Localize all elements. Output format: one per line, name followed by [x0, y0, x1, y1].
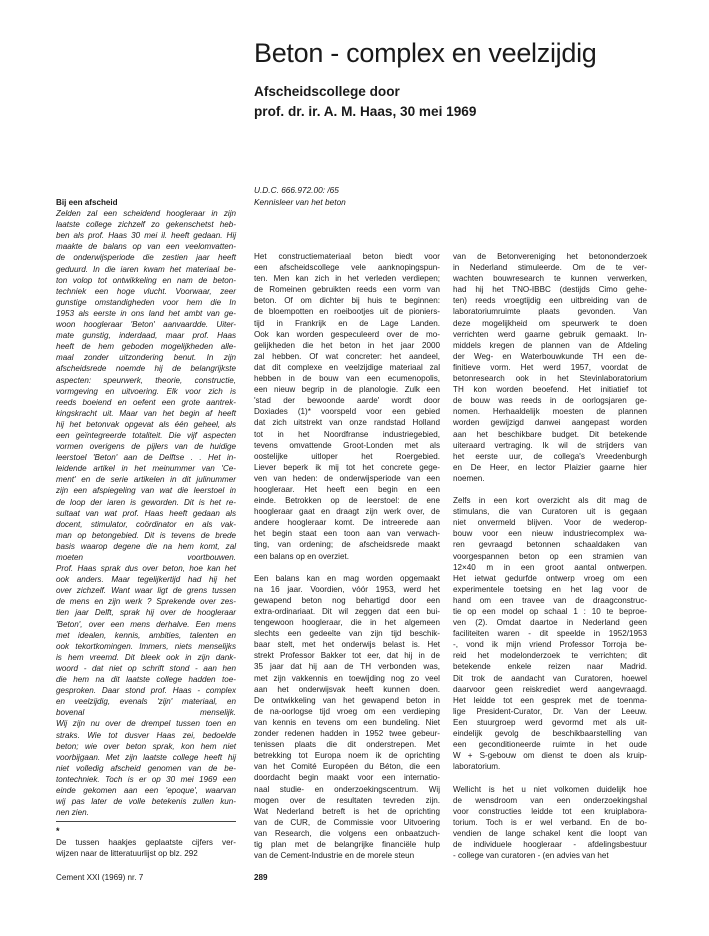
text-line: Prof. Haas sprak dus over beton, hoe kan het	[56, 564, 236, 574]
text-line: aan het onderwijsvak heeft kunnen doen.	[254, 684, 440, 694]
text-line: de mens en zijn werk ? Sprekende over zes-	[56, 597, 236, 607]
text-line: ren gevraagd betonnen schaaldaken van	[453, 540, 647, 550]
article-title: Beton - complex en veelzijdig	[254, 38, 597, 68]
text-line: en De Heer, en lector Plaizier gaarne hier	[453, 462, 647, 472]
text-line: tijd in Frankrijk en de Lage Landen.	[254, 318, 440, 328]
text-line: dat dit complexe en veelzijdige materiaal zal	[254, 362, 440, 372]
text-line: dat zich uitstrekt van onze randstad Holland	[254, 418, 440, 428]
text-line: Liever beperk ik mij tot het concrete gege-	[254, 462, 440, 472]
text-line: doordacht begin maakt voor een internatio-	[254, 773, 440, 783]
paragraph-gap	[453, 772, 647, 783]
text-line: ten. Men kan zich in het verleden verdiepen;	[254, 274, 440, 284]
text-line: betonresearch ook in het Stevinlaboratorium	[453, 374, 647, 384]
body-column-right	[453, 251, 647, 861]
text-line: Wat Nederland betreft is het de oprichting	[254, 806, 440, 816]
text-line: Doxiades (1)* voorspeld voor een gebied	[254, 407, 440, 417]
editorial-heading: Bij een afscheid	[56, 198, 118, 207]
paragraph-gap	[453, 484, 647, 495]
text-line: ven (2). Omdat daartoe in Nederland geen	[453, 618, 647, 628]
text-line: ven van heden: de onderwijsperiode van een	[254, 473, 440, 483]
text-line: leerstoel 'Beton' aan de Delftse . . Het in-	[56, 453, 236, 463]
text-line: kingskracht uit. Maar van het begin af heeft	[56, 408, 236, 418]
text-line: Het constructiemateriaal beton biedt voor	[254, 252, 440, 261]
text-line: einde. Betrokken op de leerstoel: de ene	[254, 496, 440, 506]
text-line: leidende artikel in het meinummer van 'Ce-	[56, 464, 236, 474]
body-column-left	[254, 251, 440, 861]
text-line: is hem vreemd. Dit bleek ook in zijn dank-	[56, 652, 236, 662]
text-line: tot in het Noordfranse industriegebied,	[254, 429, 440, 439]
text-line: beton. Of om dichter bij huis te beginnen:	[254, 296, 440, 306]
footnote-marker: *	[56, 826, 60, 837]
text-line: straks. Wie tot dusver Haas zei, bedoelde	[56, 730, 236, 740]
text-line: afscheidsrede noemde hij de belangrijkste	[56, 364, 236, 374]
text-line: Het leidde tot een gesprek met de toenma-	[453, 695, 647, 705]
text-line: het begin staat een toon aan van verwach-	[254, 529, 440, 539]
text-line: tie op een model op schaal 1 : 10 te beproe-	[453, 607, 647, 616]
text-line: van de Cement-Industrie en de morele steun	[254, 851, 415, 861]
text-line: in Nederland stimuleerde. Om de te ver-	[453, 263, 647, 273]
text-line: bovenal menselijk.	[56, 708, 236, 718]
text-line: over zichzelf. Want waar ligt de grens tussen	[56, 586, 236, 596]
text-line: van kennis en tevens om een bundeling. Niet	[254, 717, 440, 727]
text-line: docent, stimulator, coördinator en als vak-	[56, 519, 236, 529]
text-line: vormgeving en uitvoering. Elk voor zich is	[56, 386, 236, 396]
text-line: deze mogelijkheid om speurwerk te doen	[453, 318, 647, 328]
text-line: geduurd. In die iaren kwam het materiaal be-	[56, 264, 236, 274]
text-line: met zijn vakkennis en toewijding nog zo veel	[254, 673, 440, 683]
text-line: sultaat van wat prof. Haas heeft gedaan als	[56, 508, 236, 518]
text-line: finitieve vorm. Het werd 1957, voordat de	[453, 362, 647, 372]
text-line: met idealen, kennis, ambities, talenten en	[56, 630, 236, 640]
text-line: uiteraard vertraging. Ik wil de strijders van	[453, 440, 647, 450]
text-line: strekt Professor Bakker tot eer, dat hij in de	[254, 651, 440, 661]
text-line: hand om een travee van de draagconstruc-	[453, 595, 647, 605]
text-line: nomen. Herhaaldelijk moesten de plannen	[453, 407, 647, 417]
text-line: van de Betonvereniging het betononderzoek	[453, 252, 647, 261]
text-line: techniek een hoge vlucht. Voorwaar, zeer	[56, 286, 236, 296]
text-line: Dit trok de aandacht van Curatoren, hoewel	[453, 673, 647, 683]
text-line: TH kon worden beoefend. Het initiatief tot	[453, 385, 647, 395]
text-line: niet volledig afscheid genomen van de be-	[56, 763, 236, 773]
text-line: ook tekortkomingen. Immers, niets menselijks	[56, 641, 236, 651]
editorial-column	[56, 197, 236, 860]
text-line: stimulans, die van Curatoren uit is gegaan	[453, 507, 647, 517]
text-line: Een balans kan en mag worden opgemaakt	[254, 573, 440, 583]
text-line: eindelijk gevolg de beschikbaarstelling van	[453, 729, 647, 739]
keyword-label: Kennisleer van het beton	[254, 197, 346, 207]
text-line: wachten bouwresearch te kunnen verwerken,	[453, 274, 647, 284]
text-line: 1953 als eerste in ons land het ambt van ge-	[56, 308, 236, 318]
text-line: 12×40 m in een groot aantal ontwerpen.	[453, 562, 647, 572]
paragraph-gap	[254, 562, 440, 573]
text-line: De ontwikkeling van het gewapend beton in	[254, 695, 440, 705]
paragraph	[254, 251, 440, 562]
text-line: laatste college zichzelf zo gekenschetst heb-	[56, 220, 236, 230]
paragraph	[453, 784, 647, 862]
text-line: de bouw was reeds in de oorlogsjaren ge-	[453, 396, 647, 406]
footnote-divider	[56, 821, 236, 822]
text-line: van het Comité Européen du Béton, die een	[254, 762, 440, 772]
text-line: voor constructies leidde tot een kruiplabora-	[453, 806, 647, 816]
text-line: lige President-Curator, Dr. Van der Leeuw.	[453, 706, 647, 716]
text-line: worden gewijzigd danwei aangepast worden	[453, 418, 647, 428]
journal-reference: Cement XXI (1969) nr. 7	[56, 873, 144, 882]
text-line: hoogleraar gaat en draagt zijn werk over, de	[254, 507, 440, 517]
text-line: verrichten werd gaarne gebruik gemaakt. In-	[453, 329, 647, 339]
text-line: ton volop tot ontwikkeling en nam de beton-	[56, 275, 236, 285]
classification-block	[254, 184, 346, 208]
text-line: mogen over de resultaten tevreden zijn.	[254, 795, 440, 805]
text-line: een nieuw begrip in de planologie. Zulk een	[254, 385, 440, 395]
text-line: ook anders. Maar tegelijkertijd had hij het	[56, 575, 236, 585]
text-line: einde gekomen aan een 'epoque', waarvan	[56, 785, 236, 795]
text-line: beton; wie over beton sprak, kon hem niet	[56, 741, 236, 751]
text-line: aspecten: speurwerk, theorie, constructie,	[56, 375, 236, 385]
text-line: vormen overigens de pijlers van de huidige	[56, 442, 236, 452]
text-line: wijzen naar de litteratuurlijst op blz. 292	[56, 849, 198, 859]
text-line: experimentele toetsing en het lag voor de	[453, 584, 647, 594]
text-line: zal hebben. Of wat concreter: het aandeel,	[254, 351, 440, 361]
text-line: tevens omvattende Groot-Londen met als	[254, 440, 440, 450]
text-line: torium. Toch is er wel verband. En de bo-	[453, 817, 647, 827]
text-line: basis waarop degene die na hem komt, zal	[56, 541, 236, 551]
text-line: tien jaar Delft, sprak hij over de hoogleraar	[56, 608, 236, 618]
editorial-text	[56, 208, 236, 818]
text-line: tig plan met de belangrijke financiële hulp	[254, 839, 440, 849]
subtitle-line: prof. dr. ir. A. M. Haas, 30 mei 1969	[254, 104, 477, 119]
text-line: naal studie- en onderzoekingscentrum. Wij	[254, 784, 440, 794]
text-line: de na-oorlogse tijd vroeg om een verdieping	[254, 706, 440, 716]
text-line: betekende enkele reizen naar Madrid.	[453, 662, 647, 672]
text-line: voorgespannen beton op een stramien van	[453, 551, 647, 561]
text-line: Ook kan worden gespeculeerd over de mo-	[254, 329, 440, 339]
text-line: tenissen plaats die dit onderstrepen. Met	[254, 740, 440, 750]
text-line: middels kregen de plannen van de Afdeling	[453, 340, 647, 350]
article-subtitle	[254, 82, 476, 122]
text-line: niet onvermeld blijven. Voor de wederop-	[453, 518, 647, 528]
text-line: Zelden zal een scheidend hoogleraar in zijn	[56, 209, 236, 219]
text-line: laboratoriumruimte plaats gevonden. Van	[453, 307, 647, 317]
text-line: het eerste uur, de collega's Vreedenburgh	[453, 451, 647, 461]
text-line: de loop der iaren is geworden. Dit is het re-	[56, 497, 236, 507]
text-line: faciliteiten waren - dit speelde in 1952/1953	[453, 629, 647, 639]
text-line: de wensdroom van een onderzoekingshal	[453, 795, 647, 805]
text-line: oostelijke uitloper het Roergebied.	[254, 451, 440, 461]
paragraph	[453, 251, 647, 484]
text-line: had hij het TNO-IBBC (destijds Cimo gehe-	[453, 285, 647, 295]
text-line: een geïntegreerde totaliteit. Die vijf aspecten	[56, 430, 236, 440]
subtitle-line: Afscheidscollege door	[254, 84, 400, 99]
text-line: 'stad der bewoonde aarde' wordt door	[254, 396, 440, 406]
text-line: ben als prof. Haas 30 mei il. heeft gedaan. Hij	[56, 231, 236, 241]
text-line: 35 jaar dat hij aan de TH verbonden was,	[254, 662, 440, 672]
text-line: tengewoon hoogleraar, die in het algemeen	[254, 618, 440, 628]
text-line: De tussen haakjes geplaatste cijfers ver-	[56, 838, 236, 848]
text-line: reeds boeiend en oefent een grote aantrek-	[56, 397, 236, 407]
text-line: reid het modelonderzoek te verrichten; dit	[453, 651, 647, 661]
text-line: en veelzijdig, evenals 'zijn' materiaal, en	[56, 697, 236, 707]
text-line: de Romeinen gebruikten reeds een vorm van	[254, 285, 440, 295]
text-line: Een stuurgroep werd gevormd met als uit-	[453, 717, 647, 727]
text-line: aan het beschikbare budget. Dit betekende	[453, 429, 647, 439]
text-line: noemen.	[453, 473, 485, 483]
text-line: gewapend beton nog behartigd door een	[254, 595, 440, 605]
text-line: slechts een gedeelte van zijn tijd beschik-	[254, 629, 440, 639]
text-line: Zelfs in een kort overzicht als dit mag de	[453, 496, 647, 506]
text-line: wij pas later de volle betekenis zullen kun-	[56, 797, 236, 807]
text-line: de individuele hoogleraar - afdelingsbestuur	[453, 839, 647, 849]
text-line: W + S-gebouw om dienst te doen als kruip-	[453, 751, 647, 761]
text-line: zijn een afspiegeling van wat die leerstoel in	[56, 486, 236, 496]
text-line: heeft de hem geboden mogelijkheden alle-	[56, 342, 236, 352]
text-line: man op betongebied. Dit is tevens de brede	[56, 530, 236, 540]
text-line: ting, van ordening; de afscheidsrede maakt	[254, 540, 440, 550]
text-line: na 16 jaar. Voordien, vóór 1953, werd het	[254, 584, 440, 594]
text-line: tontechniek. Toch is er op 30 mei 1969 een	[56, 774, 236, 784]
text-line: -, vond ik mijn vriend Professor Torroja be-	[453, 640, 647, 650]
text-line: hij het betonvak opgevat als één geheel, als	[56, 419, 236, 429]
text-line: 'Beton', over een mens derhalve. Een mens	[56, 619, 236, 629]
text-line: hoogleraar. Het heeft een begin en een	[254, 484, 440, 494]
text-line: Het ietwat gedurfde ontwerp vroeg om een	[453, 573, 647, 583]
text-line: die hem na dit laatste college hadden toe-	[56, 675, 236, 685]
page-number: 289	[254, 873, 268, 882]
text-line: bouw voor een nieuw industriecomplex wa-	[453, 529, 647, 539]
paragraph	[453, 495, 647, 772]
text-line: een afscheidscollege vele aanknopingspun-	[254, 263, 440, 273]
text-line: der Weg- en Waterbouwkunde TH een de-	[453, 351, 647, 361]
text-line: - college van curatoren - (en advies van het	[453, 851, 609, 861]
text-line: Wellicht is het u niet volkomen duidelijk hoe	[453, 784, 647, 794]
text-line: gelijkheden die het beton in het jaar 2000	[254, 340, 440, 350]
text-line: hebben in de bouw van een ecumenopolis,	[254, 374, 440, 384]
text-line: van Research, die volgens een onbaatzuch-	[254, 828, 440, 838]
text-line: daarvoor geen reiskrediet werd aangevraagd.	[453, 684, 647, 694]
text-line: mate gunstig, inderdaad, maar prof. Haas	[56, 331, 236, 341]
text-line: een geconditioneerde ruimte in het oude	[453, 740, 647, 750]
footnote-text	[56, 837, 236, 859]
text-line: Wij zijn nu over de drempel tussen toen en	[56, 719, 236, 729]
text-line: extra-ordinariaat. Dit wil zeggen dat een bui-	[254, 607, 440, 616]
text-line: woon hoogleraar 'Beton' aanvaardde. Uiter-	[56, 320, 236, 330]
text-line: laboratorium.	[453, 762, 501, 772]
text-line: de bloempotten en roeibootjes uit de pioniers-	[254, 307, 440, 317]
text-line: moeten voortbouwen.	[56, 553, 236, 562]
text-line: maal zonder uitzondering benut. In zijn	[56, 353, 236, 363]
text-line: zonder redenen hadden in 1952 twee gebeur-	[254, 729, 440, 739]
text-line: van de CUR, de Commissie voor Uitvoering	[254, 817, 440, 827]
paragraph	[254, 573, 440, 861]
text-line: nen zien.	[56, 808, 89, 818]
text-line: maakte de balans op van een veelomvatten-	[56, 242, 236, 252]
text-line: voorbijgaan. Met zijn laatste college heeft hij	[56, 752, 236, 762]
text-line: de onderwijsperiode die zestien jaar heeft	[56, 253, 236, 263]
text-line: woord - dat niet op schrift stond - aan hen	[56, 663, 236, 673]
text-line: ment' en de serie artikelen in dit julinummer	[56, 475, 236, 485]
text-line: een balans op en overziet.	[254, 551, 349, 561]
text-line: gunstige omstandigheden voor hem die In	[56, 297, 236, 307]
udc-code: U.D.C. 666.972.00: /65	[254, 185, 339, 195]
text-line: gesproken. Daar stond prof. Haas - complex	[56, 686, 236, 696]
text-line: betrekking tot Europa noem ik de oprichting	[254, 751, 440, 761]
text-line: ten) reeds vroegtijdig een uitbreiding van de	[453, 296, 647, 306]
text-line: andere hoogleraar komt. De intreerede aan	[254, 518, 440, 528]
text-line: vendien de lange schakel kent die loopt van	[453, 828, 647, 838]
text-line: baar stelt, met het onderwijs belast is. Het	[254, 640, 440, 650]
